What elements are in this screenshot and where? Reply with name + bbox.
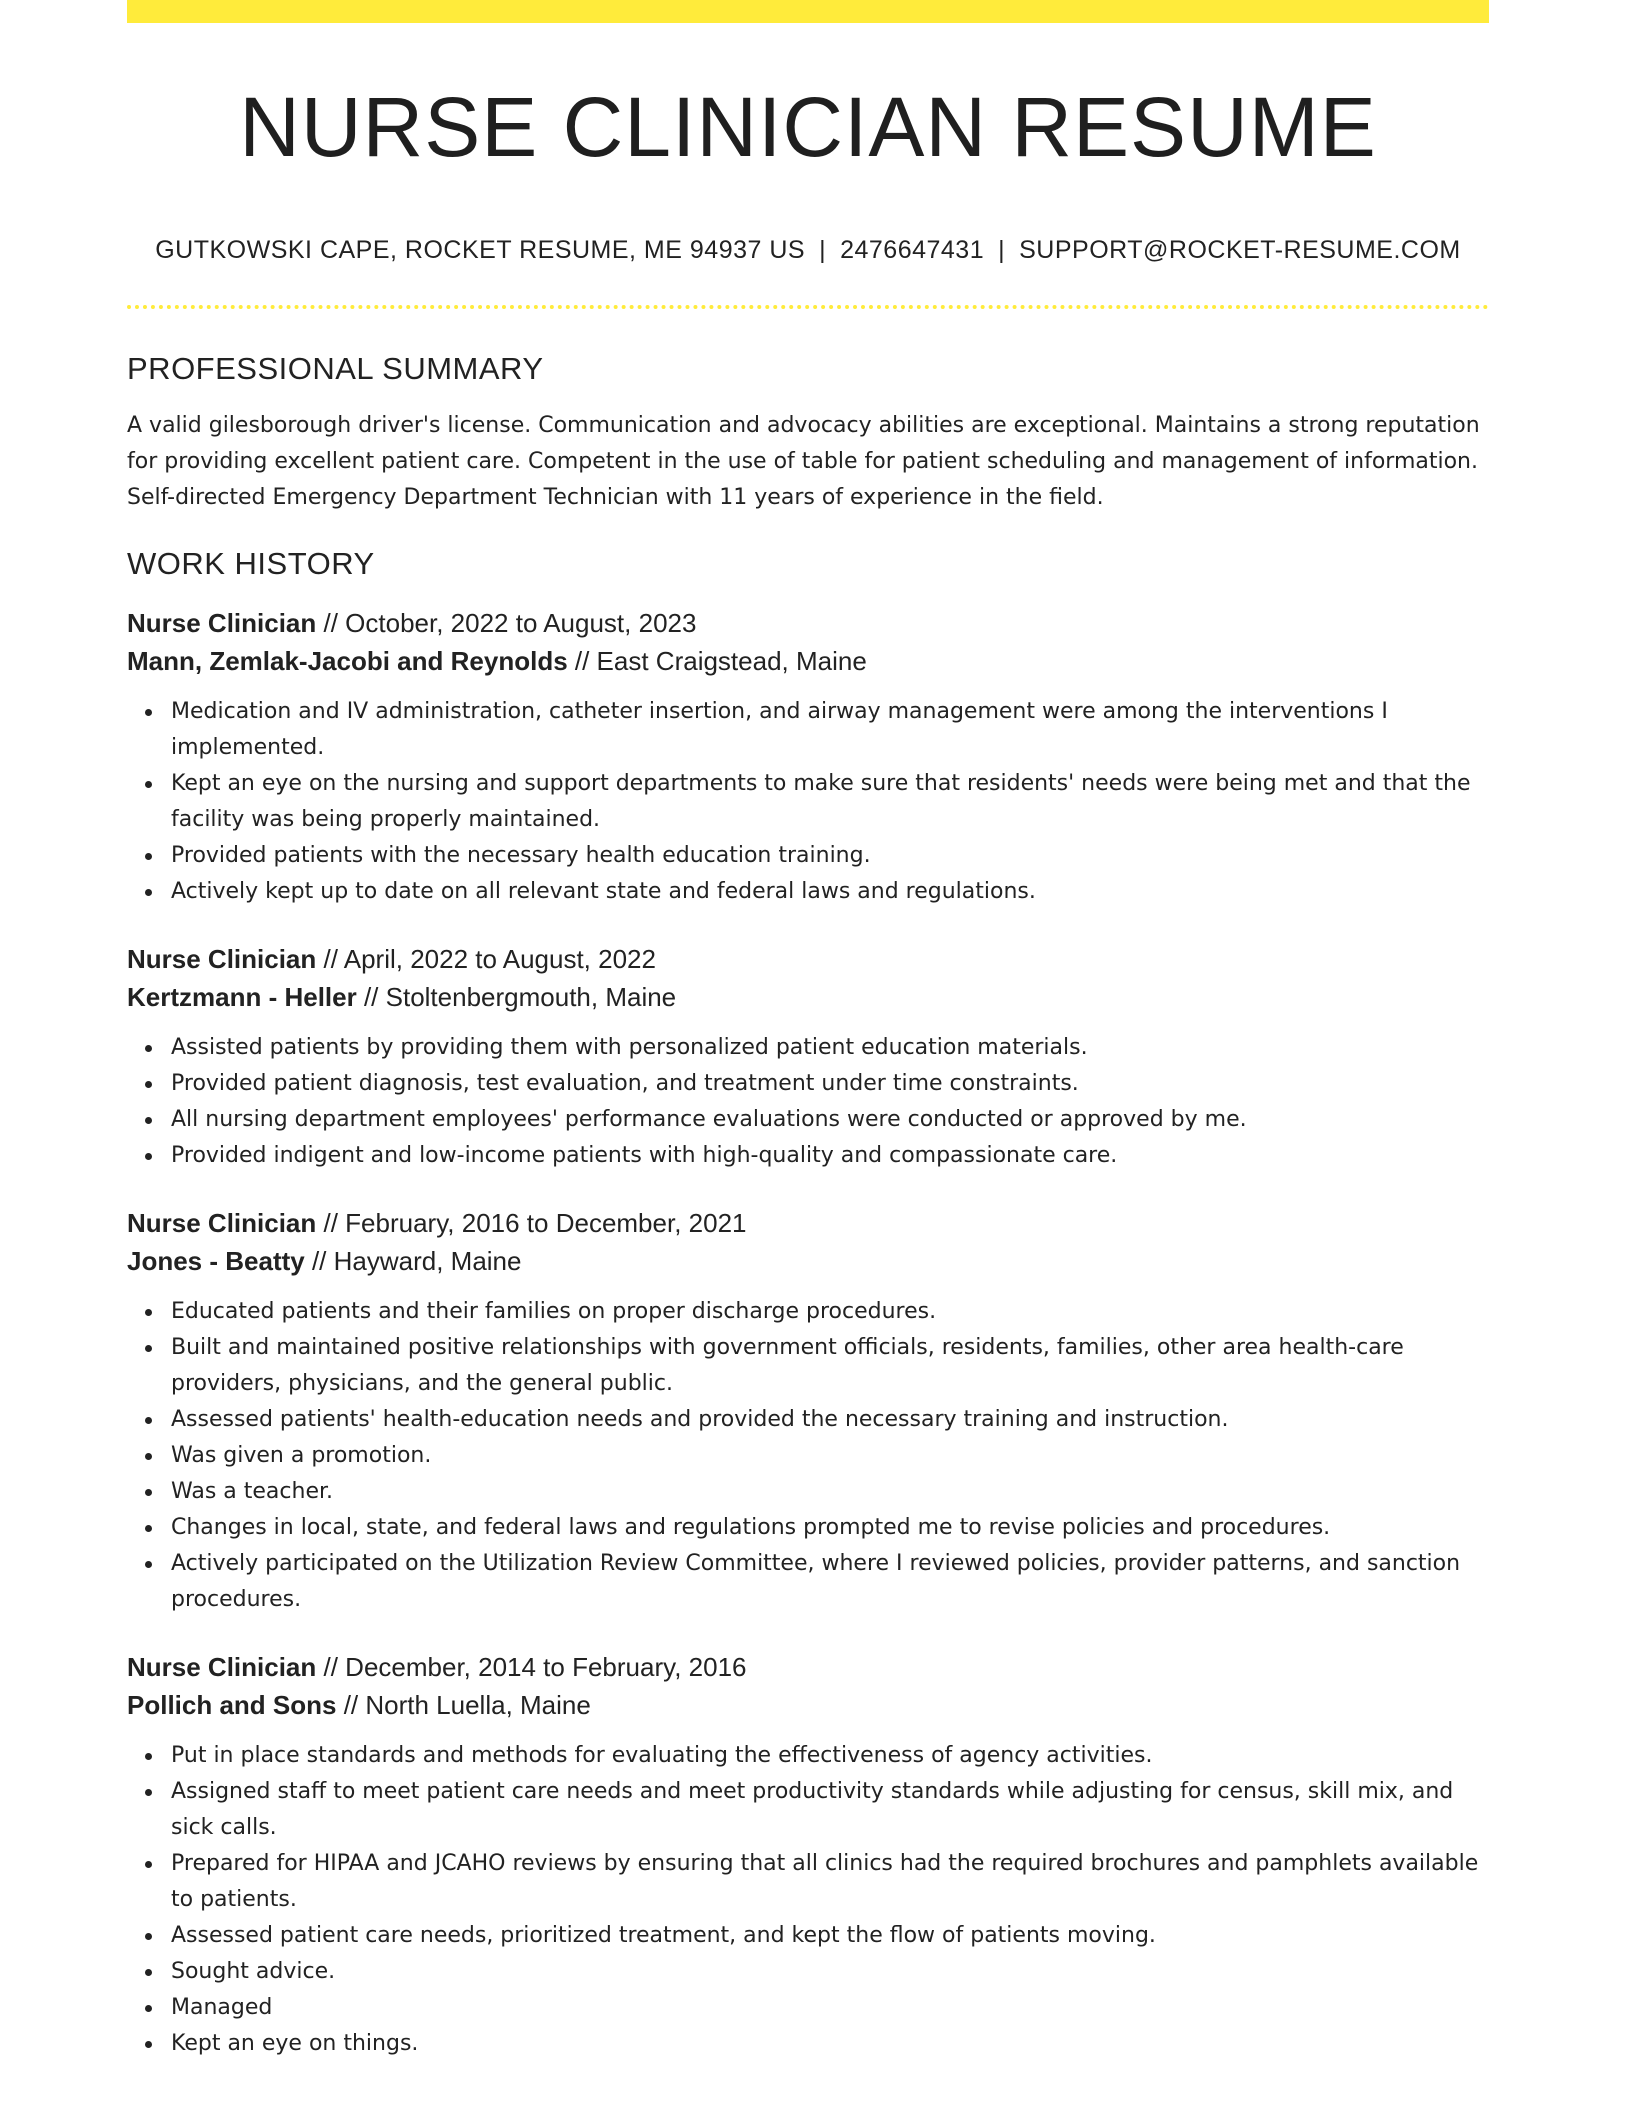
job-bullet: Assigned staff to meet patient care needs and meet productivity standards while adjusting for census, skill mix, and sick calls. <box>171 1774 1489 1846</box>
job-title-line <box>127 1204 1489 1242</box>
job-bullet: Assessed patient care needs, prioritized treatment, and kept the flow of patients moving. <box>171 1918 1489 1954</box>
job-bullet: Managed <box>171 1990 1489 2026</box>
job-bullet: Actively participated on the Utilization Review Committee, where I reviewed policies, provider patterns, and sanction procedures. <box>171 1546 1489 1618</box>
job-location: // East Craigstead, Maine <box>567 646 867 676</box>
job-company: Kertzmann - Heller <box>127 982 357 1012</box>
job-title: Nurse Clinician <box>127 944 317 974</box>
job-company-line <box>127 642 1489 680</box>
job-bullet: Kept an eye on the nursing and support departments to make sure that residents' needs were being met and that the facility was being properly maintained. <box>171 766 1489 838</box>
job-title-line <box>127 604 1489 642</box>
job-entry <box>127 604 1489 910</box>
work-history-list <box>127 604 1489 2062</box>
resume-page <box>127 0 1489 2062</box>
job-bullet: Was a teacher. <box>171 1474 1489 1510</box>
job-title-line <box>127 940 1489 978</box>
job-dates: // October, 2022 to August, 2023 <box>316 608 697 638</box>
job-company-line <box>127 978 1489 1016</box>
job-bullet: Provided indigent and low-income patients with high-quality and compassionate care. <box>171 1138 1489 1174</box>
job-company-line <box>127 1686 1489 1724</box>
job-location: // North Luella, Maine <box>336 1690 591 1720</box>
job-location: // Hayward, Maine <box>304 1246 522 1276</box>
job-bullet: Changes in local, state, and federal laws and regulations prompted me to revise policies and procedures. <box>171 1510 1489 1546</box>
job-title-line <box>127 1648 1489 1686</box>
job-bullet: Medication and IV administration, catheter insertion, and airway management were among the interventions I implemented. <box>171 694 1489 766</box>
job-bullet: All nursing department employees' performance evaluations were conducted or approved by me. <box>171 1102 1489 1138</box>
contact-phone: 2476647431 <box>840 236 985 264</box>
summary-text: A valid gilesborough driver's license. Communication and advocacy abilities are exceptional. Maintains a strong reputation for providing excellent patient care. Competent in the use of table for patient scheduling and management of information. Self-directed Emergency Department Technician with 11 years of experience in the field. <box>127 413 1480 510</box>
resume-title: NURSE CLINICIAN RESUME <box>239 80 1377 174</box>
job-bullet: Kept an eye on things. <box>171 2026 1489 2062</box>
job-location: // Stoltenbergmouth, Maine <box>356 982 677 1012</box>
job-bullets <box>127 1294 1489 1618</box>
work-history-heading: WORK HISTORY <box>127 546 375 581</box>
job-company: Mann, Zemlak-Jacobi and Reynolds <box>127 646 568 676</box>
job-title: Nurse Clinician <box>127 1208 317 1238</box>
contact-address: GUTKOWSKI CAPE, ROCKET RESUME, ME 94937 US <box>155 236 806 264</box>
job-company: Pollich and Sons <box>127 1690 337 1720</box>
contact-separator: | <box>998 236 1006 264</box>
contact-email: SUPPORT@ROCKET-RESUME.COM <box>1019 236 1461 264</box>
job-company-line <box>127 1242 1489 1280</box>
accent-top-bar <box>127 0 1489 23</box>
job-bullet: Provided patients with the necessary health education training. <box>171 838 1489 874</box>
contact-line <box>127 236 1489 265</box>
summary-heading: PROFESSIONAL SUMMARY <box>127 351 544 386</box>
job-bullets <box>127 1030 1489 1174</box>
dotted-divider <box>127 305 1489 309</box>
job-company: Jones - Beatty <box>127 1246 305 1276</box>
job-bullet: Educated patients and their families on proper discharge procedures. <box>171 1294 1489 1330</box>
job-title: Nurse Clinician <box>127 608 317 638</box>
job-bullet: Sought advice. <box>171 1954 1489 1990</box>
job-bullet: Actively kept up to date on all relevant state and federal laws and regulations. <box>171 874 1489 910</box>
job-dates: // December, 2014 to February, 2016 <box>316 1652 747 1682</box>
job-bullet: Put in place standards and methods for evaluating the effectiveness of agency activities. <box>171 1738 1489 1774</box>
job-dates: // April, 2022 to August, 2022 <box>316 944 656 974</box>
job-bullets <box>127 694 1489 910</box>
job-bullet: Provided patient diagnosis, test evaluation, and treatment under time constraints. <box>171 1066 1489 1102</box>
job-entry <box>127 1648 1489 2062</box>
job-bullet: Assisted patients by providing them with personalized patient education materials. <box>171 1030 1489 1066</box>
job-bullet: Assessed patients' health-education needs and provided the necessary training and instruction. <box>171 1402 1489 1438</box>
job-bullet: Was given a promotion. <box>171 1438 1489 1474</box>
job-entry <box>127 1204 1489 1618</box>
job-bullet: Prepared for HIPAA and JCAHO reviews by ensuring that all clinics had the required brochures and pamphlets available to patients. <box>171 1846 1489 1918</box>
job-entry <box>127 940 1489 1174</box>
job-bullet: Built and maintained positive relationships with government officials, residents, families, other area health-care providers, physicians, and the general public. <box>171 1330 1489 1402</box>
job-dates: // February, 2016 to December, 2021 <box>316 1208 747 1238</box>
contact-separator: | <box>819 236 827 264</box>
job-bullets <box>127 1738 1489 2062</box>
job-title: Nurse Clinician <box>127 1652 317 1682</box>
